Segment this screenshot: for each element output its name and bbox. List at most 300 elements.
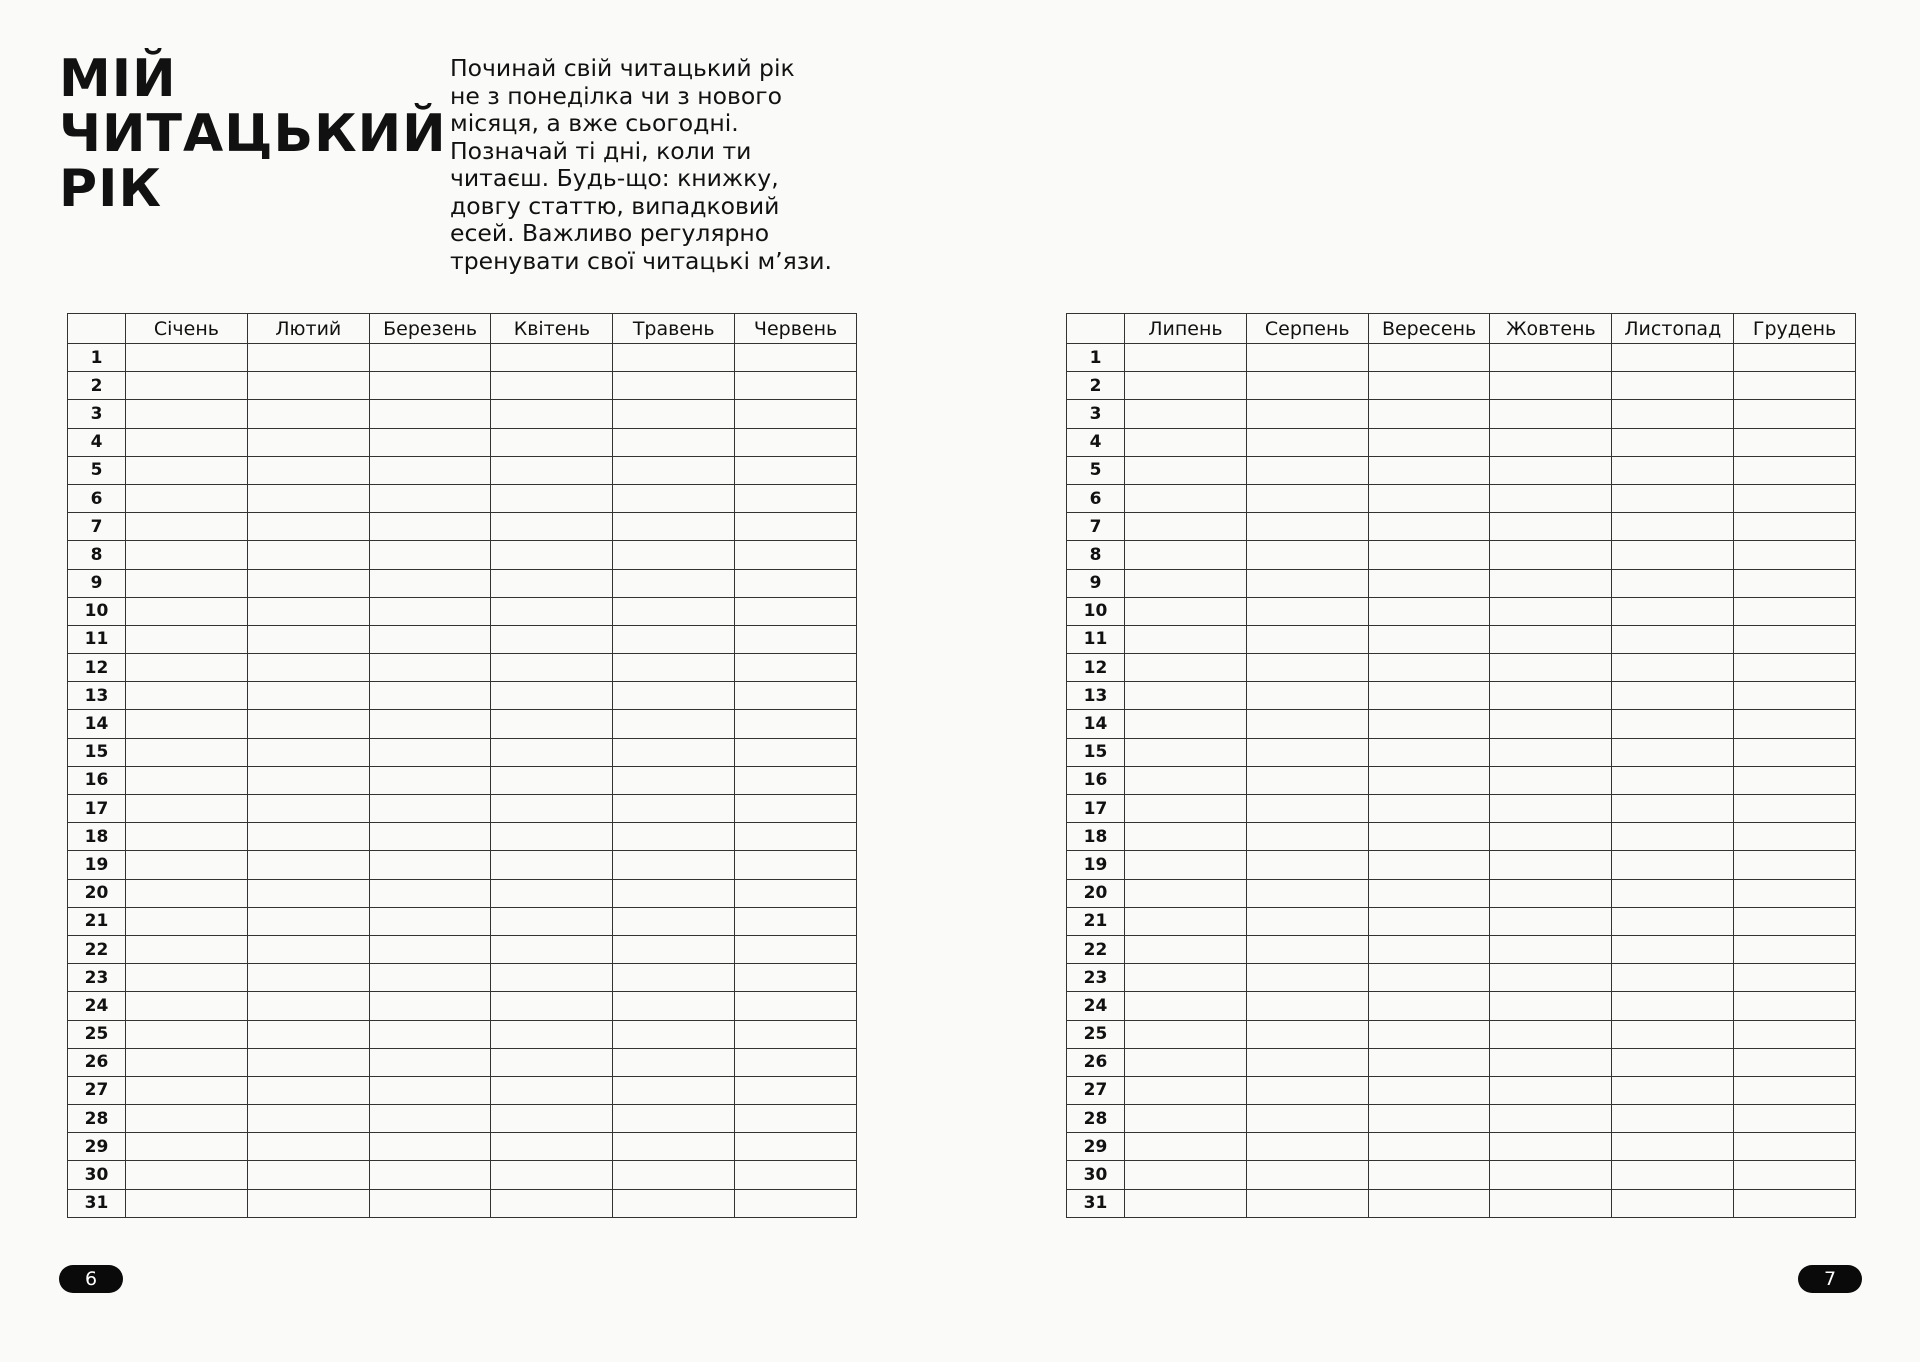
day-checkbox-cell[interactable] xyxy=(1368,879,1490,907)
day-checkbox-cell[interactable] xyxy=(1490,1020,1612,1048)
day-checkbox-cell[interactable] xyxy=(126,344,248,372)
day-checkbox-cell[interactable] xyxy=(1734,1161,1856,1189)
day-checkbox-cell[interactable] xyxy=(613,569,735,597)
day-checkbox-cell[interactable] xyxy=(369,1105,491,1133)
day-checkbox-cell[interactable] xyxy=(1125,428,1247,456)
day-checkbox-cell[interactable] xyxy=(1612,456,1734,484)
day-checkbox-cell[interactable] xyxy=(1246,1133,1368,1161)
day-checkbox-cell[interactable] xyxy=(247,400,369,428)
day-checkbox-cell[interactable] xyxy=(1734,766,1856,794)
day-checkbox-cell[interactable] xyxy=(1368,400,1490,428)
day-checkbox-cell[interactable] xyxy=(369,428,491,456)
day-checkbox-cell[interactable] xyxy=(1246,1048,1368,1076)
day-checkbox-cell[interactable] xyxy=(1246,992,1368,1020)
day-checkbox-cell[interactable] xyxy=(735,541,857,569)
day-checkbox-cell[interactable] xyxy=(1125,625,1247,653)
day-checkbox-cell[interactable] xyxy=(1490,1076,1612,1104)
day-checkbox-cell[interactable] xyxy=(1734,823,1856,851)
day-checkbox-cell[interactable] xyxy=(1490,625,1612,653)
day-checkbox-cell[interactable] xyxy=(491,541,613,569)
day-checkbox-cell[interactable] xyxy=(369,738,491,766)
day-checkbox-cell[interactable] xyxy=(247,541,369,569)
day-checkbox-cell[interactable] xyxy=(491,484,613,512)
day-checkbox-cell[interactable] xyxy=(1125,597,1247,625)
day-checkbox-cell[interactable] xyxy=(247,344,369,372)
day-checkbox-cell[interactable] xyxy=(1490,344,1612,372)
day-checkbox-cell[interactable] xyxy=(247,597,369,625)
day-checkbox-cell[interactable] xyxy=(1734,400,1856,428)
day-checkbox-cell[interactable] xyxy=(126,400,248,428)
day-checkbox-cell[interactable] xyxy=(1734,654,1856,682)
day-checkbox-cell[interactable] xyxy=(1125,964,1247,992)
day-checkbox-cell[interactable] xyxy=(369,795,491,823)
day-checkbox-cell[interactable] xyxy=(247,484,369,512)
day-checkbox-cell[interactable] xyxy=(369,372,491,400)
day-checkbox-cell[interactable] xyxy=(1490,879,1612,907)
day-checkbox-cell[interactable] xyxy=(1246,851,1368,879)
day-checkbox-cell[interactable] xyxy=(1246,569,1368,597)
day-checkbox-cell[interactable] xyxy=(1125,1048,1247,1076)
day-checkbox-cell[interactable] xyxy=(491,935,613,963)
day-checkbox-cell[interactable] xyxy=(126,1189,248,1217)
day-checkbox-cell[interactable] xyxy=(1490,569,1612,597)
day-checkbox-cell[interactable] xyxy=(126,738,248,766)
day-checkbox-cell[interactable] xyxy=(491,1020,613,1048)
day-checkbox-cell[interactable] xyxy=(1490,372,1612,400)
day-checkbox-cell[interactable] xyxy=(1734,541,1856,569)
day-checkbox-cell[interactable] xyxy=(1368,1161,1490,1189)
day-checkbox-cell[interactable] xyxy=(247,1048,369,1076)
day-checkbox-cell[interactable] xyxy=(613,1048,735,1076)
day-checkbox-cell[interactable] xyxy=(1490,484,1612,512)
day-checkbox-cell[interactable] xyxy=(1612,964,1734,992)
day-checkbox-cell[interactable] xyxy=(1612,710,1734,738)
day-checkbox-cell[interactable] xyxy=(1490,541,1612,569)
day-checkbox-cell[interactable] xyxy=(735,456,857,484)
day-checkbox-cell[interactable] xyxy=(735,851,857,879)
day-checkbox-cell[interactable] xyxy=(1734,964,1856,992)
day-checkbox-cell[interactable] xyxy=(369,456,491,484)
day-checkbox-cell[interactable] xyxy=(1490,795,1612,823)
day-checkbox-cell[interactable] xyxy=(1368,907,1490,935)
day-checkbox-cell[interactable] xyxy=(1734,738,1856,766)
day-checkbox-cell[interactable] xyxy=(613,935,735,963)
day-checkbox-cell[interactable] xyxy=(613,964,735,992)
day-checkbox-cell[interactable] xyxy=(613,992,735,1020)
day-checkbox-cell[interactable] xyxy=(1612,935,1734,963)
day-checkbox-cell[interactable] xyxy=(1125,1133,1247,1161)
day-checkbox-cell[interactable] xyxy=(1734,372,1856,400)
day-checkbox-cell[interactable] xyxy=(1612,597,1734,625)
day-checkbox-cell[interactable] xyxy=(1246,823,1368,851)
day-checkbox-cell[interactable] xyxy=(1612,513,1734,541)
day-checkbox-cell[interactable] xyxy=(1368,1189,1490,1217)
day-checkbox-cell[interactable] xyxy=(1125,907,1247,935)
day-checkbox-cell[interactable] xyxy=(491,795,613,823)
day-checkbox-cell[interactable] xyxy=(1368,541,1490,569)
day-checkbox-cell[interactable] xyxy=(735,1189,857,1217)
day-checkbox-cell[interactable] xyxy=(1734,1076,1856,1104)
day-checkbox-cell[interactable] xyxy=(126,795,248,823)
day-checkbox-cell[interactable] xyxy=(369,654,491,682)
day-checkbox-cell[interactable] xyxy=(1368,625,1490,653)
day-checkbox-cell[interactable] xyxy=(735,484,857,512)
day-checkbox-cell[interactable] xyxy=(126,569,248,597)
day-checkbox-cell[interactable] xyxy=(735,1161,857,1189)
day-checkbox-cell[interactable] xyxy=(735,372,857,400)
day-checkbox-cell[interactable] xyxy=(613,1020,735,1048)
day-checkbox-cell[interactable] xyxy=(1734,1133,1856,1161)
day-checkbox-cell[interactable] xyxy=(1612,569,1734,597)
day-checkbox-cell[interactable] xyxy=(1125,1105,1247,1133)
day-checkbox-cell[interactable] xyxy=(126,710,248,738)
day-checkbox-cell[interactable] xyxy=(1612,1076,1734,1104)
day-checkbox-cell[interactable] xyxy=(491,766,613,794)
day-checkbox-cell[interactable] xyxy=(126,823,248,851)
day-checkbox-cell[interactable] xyxy=(1490,513,1612,541)
day-checkbox-cell[interactable] xyxy=(735,654,857,682)
day-checkbox-cell[interactable] xyxy=(735,823,857,851)
day-checkbox-cell[interactable] xyxy=(613,513,735,541)
day-checkbox-cell[interactable] xyxy=(247,766,369,794)
day-checkbox-cell[interactable] xyxy=(1246,1105,1368,1133)
day-checkbox-cell[interactable] xyxy=(491,879,613,907)
day-checkbox-cell[interactable] xyxy=(613,907,735,935)
day-checkbox-cell[interactable] xyxy=(1734,428,1856,456)
day-checkbox-cell[interactable] xyxy=(491,907,613,935)
day-checkbox-cell[interactable] xyxy=(613,823,735,851)
day-checkbox-cell[interactable] xyxy=(126,1161,248,1189)
day-checkbox-cell[interactable] xyxy=(1490,654,1612,682)
day-checkbox-cell[interactable] xyxy=(735,344,857,372)
day-checkbox-cell[interactable] xyxy=(1490,682,1612,710)
day-checkbox-cell[interactable] xyxy=(491,682,613,710)
day-checkbox-cell[interactable] xyxy=(1125,372,1247,400)
day-checkbox-cell[interactable] xyxy=(1368,851,1490,879)
day-checkbox-cell[interactable] xyxy=(126,541,248,569)
day-checkbox-cell[interactable] xyxy=(369,766,491,794)
day-checkbox-cell[interactable] xyxy=(1246,907,1368,935)
day-checkbox-cell[interactable] xyxy=(1490,1161,1612,1189)
day-checkbox-cell[interactable] xyxy=(247,738,369,766)
day-checkbox-cell[interactable] xyxy=(1368,456,1490,484)
day-checkbox-cell[interactable] xyxy=(126,372,248,400)
day-checkbox-cell[interactable] xyxy=(1246,400,1368,428)
day-checkbox-cell[interactable] xyxy=(1125,654,1247,682)
day-checkbox-cell[interactable] xyxy=(1490,597,1612,625)
day-checkbox-cell[interactable] xyxy=(1125,1161,1247,1189)
day-checkbox-cell[interactable] xyxy=(1612,992,1734,1020)
day-checkbox-cell[interactable] xyxy=(247,569,369,597)
day-checkbox-cell[interactable] xyxy=(1612,738,1734,766)
day-checkbox-cell[interactable] xyxy=(247,992,369,1020)
day-checkbox-cell[interactable] xyxy=(1368,1076,1490,1104)
day-checkbox-cell[interactable] xyxy=(1246,456,1368,484)
day-checkbox-cell[interactable] xyxy=(1490,766,1612,794)
day-checkbox-cell[interactable] xyxy=(735,569,857,597)
day-checkbox-cell[interactable] xyxy=(1125,738,1247,766)
day-checkbox-cell[interactable] xyxy=(1125,766,1247,794)
day-checkbox-cell[interactable] xyxy=(1246,738,1368,766)
day-checkbox-cell[interactable] xyxy=(1246,1076,1368,1104)
day-checkbox-cell[interactable] xyxy=(1246,1020,1368,1048)
day-checkbox-cell[interactable] xyxy=(1246,344,1368,372)
day-checkbox-cell[interactable] xyxy=(1612,682,1734,710)
day-checkbox-cell[interactable] xyxy=(1734,569,1856,597)
day-checkbox-cell[interactable] xyxy=(247,795,369,823)
day-checkbox-cell[interactable] xyxy=(1612,1189,1734,1217)
day-checkbox-cell[interactable] xyxy=(369,682,491,710)
day-checkbox-cell[interactable] xyxy=(1368,964,1490,992)
day-checkbox-cell[interactable] xyxy=(1125,400,1247,428)
day-checkbox-cell[interactable] xyxy=(735,992,857,1020)
day-checkbox-cell[interactable] xyxy=(126,456,248,484)
day-checkbox-cell[interactable] xyxy=(491,1161,613,1189)
day-checkbox-cell[interactable] xyxy=(1368,344,1490,372)
day-checkbox-cell[interactable] xyxy=(1368,1105,1490,1133)
day-checkbox-cell[interactable] xyxy=(1246,935,1368,963)
day-checkbox-cell[interactable] xyxy=(247,513,369,541)
day-checkbox-cell[interactable] xyxy=(369,1020,491,1048)
day-checkbox-cell[interactable] xyxy=(491,344,613,372)
day-checkbox-cell[interactable] xyxy=(613,1189,735,1217)
day-checkbox-cell[interactable] xyxy=(369,513,491,541)
day-checkbox-cell[interactable] xyxy=(1734,851,1856,879)
day-checkbox-cell[interactable] xyxy=(1612,766,1734,794)
day-checkbox-cell[interactable] xyxy=(1368,513,1490,541)
day-checkbox-cell[interactable] xyxy=(1368,823,1490,851)
day-checkbox-cell[interactable] xyxy=(1734,682,1856,710)
day-checkbox-cell[interactable] xyxy=(369,541,491,569)
day-checkbox-cell[interactable] xyxy=(1246,625,1368,653)
day-checkbox-cell[interactable] xyxy=(1246,1161,1368,1189)
day-checkbox-cell[interactable] xyxy=(1125,484,1247,512)
day-checkbox-cell[interactable] xyxy=(491,372,613,400)
day-checkbox-cell[interactable] xyxy=(1612,344,1734,372)
day-checkbox-cell[interactable] xyxy=(1490,400,1612,428)
day-checkbox-cell[interactable] xyxy=(1368,795,1490,823)
day-checkbox-cell[interactable] xyxy=(1734,795,1856,823)
day-checkbox-cell[interactable] xyxy=(1368,597,1490,625)
day-checkbox-cell[interactable] xyxy=(1246,513,1368,541)
day-checkbox-cell[interactable] xyxy=(1734,344,1856,372)
day-checkbox-cell[interactable] xyxy=(126,964,248,992)
day-checkbox-cell[interactable] xyxy=(1490,456,1612,484)
day-checkbox-cell[interactable] xyxy=(613,625,735,653)
day-checkbox-cell[interactable] xyxy=(1368,682,1490,710)
day-checkbox-cell[interactable] xyxy=(1125,513,1247,541)
day-checkbox-cell[interactable] xyxy=(1246,964,1368,992)
day-checkbox-cell[interactable] xyxy=(1125,569,1247,597)
day-checkbox-cell[interactable] xyxy=(491,738,613,766)
day-checkbox-cell[interactable] xyxy=(369,1048,491,1076)
day-checkbox-cell[interactable] xyxy=(491,597,613,625)
day-checkbox-cell[interactable] xyxy=(1368,1133,1490,1161)
day-checkbox-cell[interactable] xyxy=(1490,992,1612,1020)
day-checkbox-cell[interactable] xyxy=(1246,1189,1368,1217)
day-checkbox-cell[interactable] xyxy=(735,1048,857,1076)
day-checkbox-cell[interactable] xyxy=(1612,795,1734,823)
day-checkbox-cell[interactable] xyxy=(613,682,735,710)
day-checkbox-cell[interactable] xyxy=(1612,541,1734,569)
day-checkbox-cell[interactable] xyxy=(1734,935,1856,963)
day-checkbox-cell[interactable] xyxy=(491,964,613,992)
day-checkbox-cell[interactable] xyxy=(1490,823,1612,851)
day-checkbox-cell[interactable] xyxy=(1125,456,1247,484)
day-checkbox-cell[interactable] xyxy=(1490,1048,1612,1076)
day-checkbox-cell[interactable] xyxy=(1734,1048,1856,1076)
day-checkbox-cell[interactable] xyxy=(613,541,735,569)
day-checkbox-cell[interactable] xyxy=(126,484,248,512)
day-checkbox-cell[interactable] xyxy=(1368,484,1490,512)
day-checkbox-cell[interactable] xyxy=(1125,710,1247,738)
day-checkbox-cell[interactable] xyxy=(613,484,735,512)
day-checkbox-cell[interactable] xyxy=(1734,710,1856,738)
day-checkbox-cell[interactable] xyxy=(126,1076,248,1104)
day-checkbox-cell[interactable] xyxy=(1490,738,1612,766)
day-checkbox-cell[interactable] xyxy=(1246,795,1368,823)
day-checkbox-cell[interactable] xyxy=(1734,513,1856,541)
day-checkbox-cell[interactable] xyxy=(1125,541,1247,569)
day-checkbox-cell[interactable] xyxy=(1734,484,1856,512)
day-checkbox-cell[interactable] xyxy=(1612,879,1734,907)
day-checkbox-cell[interactable] xyxy=(369,851,491,879)
day-checkbox-cell[interactable] xyxy=(1734,907,1856,935)
day-checkbox-cell[interactable] xyxy=(126,1020,248,1048)
day-checkbox-cell[interactable] xyxy=(369,1076,491,1104)
day-checkbox-cell[interactable] xyxy=(613,1161,735,1189)
day-checkbox-cell[interactable] xyxy=(1490,428,1612,456)
day-checkbox-cell[interactable] xyxy=(247,879,369,907)
day-checkbox-cell[interactable] xyxy=(491,456,613,484)
day-checkbox-cell[interactable] xyxy=(735,964,857,992)
day-checkbox-cell[interactable] xyxy=(1368,428,1490,456)
day-checkbox-cell[interactable] xyxy=(1490,935,1612,963)
day-checkbox-cell[interactable] xyxy=(126,879,248,907)
day-checkbox-cell[interactable] xyxy=(735,682,857,710)
day-checkbox-cell[interactable] xyxy=(1368,710,1490,738)
day-checkbox-cell[interactable] xyxy=(735,738,857,766)
day-checkbox-cell[interactable] xyxy=(369,964,491,992)
day-checkbox-cell[interactable] xyxy=(247,1161,369,1189)
day-checkbox-cell[interactable] xyxy=(735,795,857,823)
day-checkbox-cell[interactable] xyxy=(369,935,491,963)
day-checkbox-cell[interactable] xyxy=(126,992,248,1020)
day-checkbox-cell[interactable] xyxy=(1612,1105,1734,1133)
day-checkbox-cell[interactable] xyxy=(1612,1020,1734,1048)
day-checkbox-cell[interactable] xyxy=(1612,1133,1734,1161)
day-checkbox-cell[interactable] xyxy=(1125,682,1247,710)
day-checkbox-cell[interactable] xyxy=(491,569,613,597)
day-checkbox-cell[interactable] xyxy=(613,851,735,879)
day-checkbox-cell[interactable] xyxy=(613,738,735,766)
day-checkbox-cell[interactable] xyxy=(491,1076,613,1104)
day-checkbox-cell[interactable] xyxy=(491,1048,613,1076)
day-checkbox-cell[interactable] xyxy=(247,1020,369,1048)
day-checkbox-cell[interactable] xyxy=(247,1105,369,1133)
day-checkbox-cell[interactable] xyxy=(613,372,735,400)
day-checkbox-cell[interactable] xyxy=(735,766,857,794)
day-checkbox-cell[interactable] xyxy=(491,428,613,456)
day-checkbox-cell[interactable] xyxy=(1368,654,1490,682)
day-checkbox-cell[interactable] xyxy=(1246,597,1368,625)
day-checkbox-cell[interactable] xyxy=(247,682,369,710)
day-checkbox-cell[interactable] xyxy=(1125,935,1247,963)
day-checkbox-cell[interactable] xyxy=(1734,879,1856,907)
day-checkbox-cell[interactable] xyxy=(613,710,735,738)
day-checkbox-cell[interactable] xyxy=(247,823,369,851)
day-checkbox-cell[interactable] xyxy=(1612,484,1734,512)
day-checkbox-cell[interactable] xyxy=(1368,766,1490,794)
day-checkbox-cell[interactable] xyxy=(1246,682,1368,710)
day-checkbox-cell[interactable] xyxy=(126,851,248,879)
day-checkbox-cell[interactable] xyxy=(613,428,735,456)
day-checkbox-cell[interactable] xyxy=(1246,710,1368,738)
day-checkbox-cell[interactable] xyxy=(247,851,369,879)
day-checkbox-cell[interactable] xyxy=(1734,1105,1856,1133)
day-checkbox-cell[interactable] xyxy=(369,344,491,372)
day-checkbox-cell[interactable] xyxy=(1612,907,1734,935)
day-checkbox-cell[interactable] xyxy=(735,907,857,935)
day-checkbox-cell[interactable] xyxy=(126,935,248,963)
day-checkbox-cell[interactable] xyxy=(1125,992,1247,1020)
day-checkbox-cell[interactable] xyxy=(613,456,735,484)
day-checkbox-cell[interactable] xyxy=(1125,1020,1247,1048)
day-checkbox-cell[interactable] xyxy=(1368,372,1490,400)
day-checkbox-cell[interactable] xyxy=(126,1105,248,1133)
day-checkbox-cell[interactable] xyxy=(735,1076,857,1104)
day-checkbox-cell[interactable] xyxy=(1612,400,1734,428)
day-checkbox-cell[interactable] xyxy=(1368,738,1490,766)
day-checkbox-cell[interactable] xyxy=(735,879,857,907)
day-checkbox-cell[interactable] xyxy=(126,1048,248,1076)
day-checkbox-cell[interactable] xyxy=(1368,569,1490,597)
day-checkbox-cell[interactable] xyxy=(613,795,735,823)
day-checkbox-cell[interactable] xyxy=(1734,1189,1856,1217)
day-checkbox-cell[interactable] xyxy=(1490,1133,1612,1161)
day-checkbox-cell[interactable] xyxy=(247,710,369,738)
day-checkbox-cell[interactable] xyxy=(126,597,248,625)
day-checkbox-cell[interactable] xyxy=(1490,907,1612,935)
day-checkbox-cell[interactable] xyxy=(369,710,491,738)
day-checkbox-cell[interactable] xyxy=(247,907,369,935)
day-checkbox-cell[interactable] xyxy=(369,992,491,1020)
day-checkbox-cell[interactable] xyxy=(1612,851,1734,879)
day-checkbox-cell[interactable] xyxy=(735,935,857,963)
day-checkbox-cell[interactable] xyxy=(247,1133,369,1161)
day-checkbox-cell[interactable] xyxy=(1125,1189,1247,1217)
day-checkbox-cell[interactable] xyxy=(613,344,735,372)
day-checkbox-cell[interactable] xyxy=(126,766,248,794)
day-checkbox-cell[interactable] xyxy=(126,907,248,935)
day-checkbox-cell[interactable] xyxy=(369,1189,491,1217)
day-checkbox-cell[interactable] xyxy=(369,1133,491,1161)
day-checkbox-cell[interactable] xyxy=(613,1076,735,1104)
day-checkbox-cell[interactable] xyxy=(491,1105,613,1133)
day-checkbox-cell[interactable] xyxy=(1490,851,1612,879)
day-checkbox-cell[interactable] xyxy=(369,823,491,851)
day-checkbox-cell[interactable] xyxy=(1246,879,1368,907)
day-checkbox-cell[interactable] xyxy=(613,654,735,682)
day-checkbox-cell[interactable] xyxy=(247,625,369,653)
day-checkbox-cell[interactable] xyxy=(1612,625,1734,653)
day-checkbox-cell[interactable] xyxy=(491,1189,613,1217)
day-checkbox-cell[interactable] xyxy=(491,851,613,879)
day-checkbox-cell[interactable] xyxy=(1612,654,1734,682)
day-checkbox-cell[interactable] xyxy=(735,597,857,625)
day-checkbox-cell[interactable] xyxy=(1734,625,1856,653)
day-checkbox-cell[interactable] xyxy=(247,964,369,992)
